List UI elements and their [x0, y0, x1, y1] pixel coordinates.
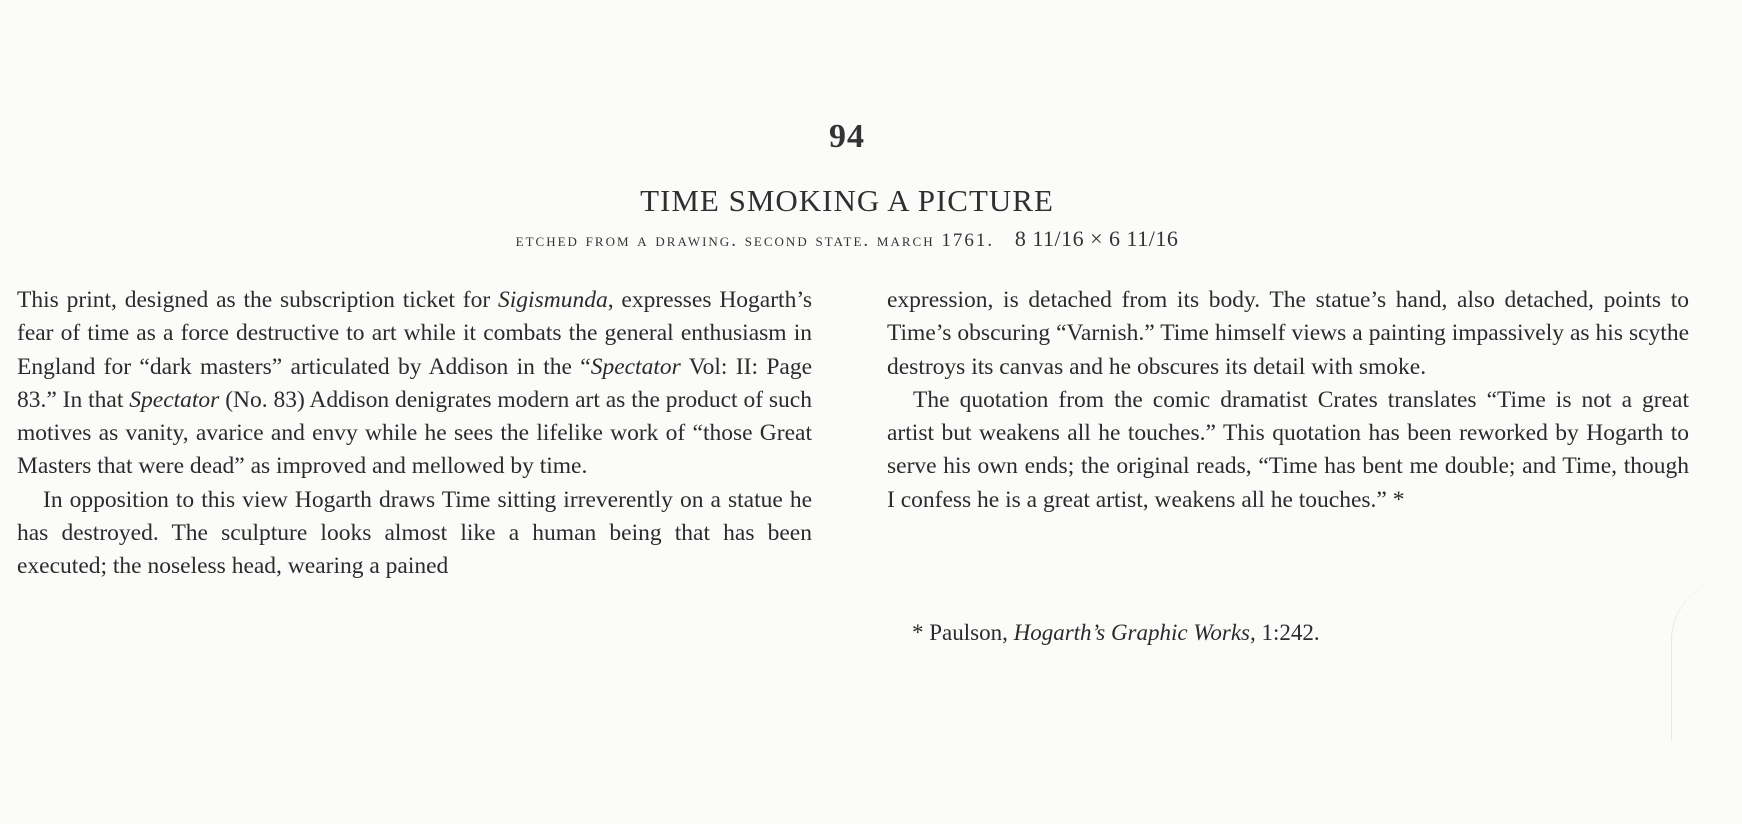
plate-dimensions: 8 11/16 × 6 11/16 — [1014, 226, 1179, 251]
text-run: This print, designed as the subscription ticket for — [17, 287, 499, 313]
footnote — [912, 620, 1320, 646]
text-column-left — [17, 284, 812, 584]
text-run: (No. 83) Addison denigrates modern art as the product of such motives as vanity, avarice and envy while he sees the lifelike work of “those Great Masters that were dead” as improved and mellowed by time. — [17, 386, 812, 480]
plate-title: TIME SMOKING A PICTURE — [640, 183, 1054, 218]
plate-subtitle — [0, 226, 1694, 252]
text-run: Vol: II: Page 83.” In that — [17, 353, 812, 413]
title-spectator: Spectator — [590, 353, 681, 380]
paragraph-2: In opposition to this view Hogarth draws Time sitting irreverently on a statue he has destroyed. The sculpture looks almost like a human being that has been executed; the noseless head, wearing a pained — [17, 486, 812, 580]
plate-number: 94 — [829, 118, 865, 155]
scan-edge-mark — [1671, 580, 1742, 740]
title-spectator: Spectator — [129, 386, 220, 413]
paragraph-1 — [17, 284, 812, 484]
text-run: , expresses Hogarth’s fear of time as a force destructive to art while it combats the general enthusiasm in England for “dark masters” articulated by Addison in the “ — [17, 287, 812, 380]
plate-state-text: etched from a drawing. second state. march 1761. — [515, 230, 995, 251]
title-sigismunda: Sigismunda — [498, 287, 608, 313]
footnote-prefix: * Paulson, — [912, 620, 1014, 645]
footnote-title: Hogarth’s Graphic Works, — [1013, 620, 1256, 645]
paragraph-3: expression, is detached from its body. The statue’s hand, also detached, points to Time’s obscuring “Varnish.” Time himself views a painting impassively as his scythe destroys its canvas and he obscures its detail with smoke. — [887, 287, 1689, 380]
text-column-right — [887, 284, 1689, 517]
footnote-suffix: 1:242. — [1255, 620, 1320, 645]
paragraph-4: The quotation from the comic dramatist Crates translates “Time is not a great artist but weakens all he touches.” This quotation has been reworked by Hogarth to serve his own ends; the original reads, “Time has bent me double; and Time, though I confess he is a great artist, weakens all he touches.” * — [887, 386, 1689, 513]
